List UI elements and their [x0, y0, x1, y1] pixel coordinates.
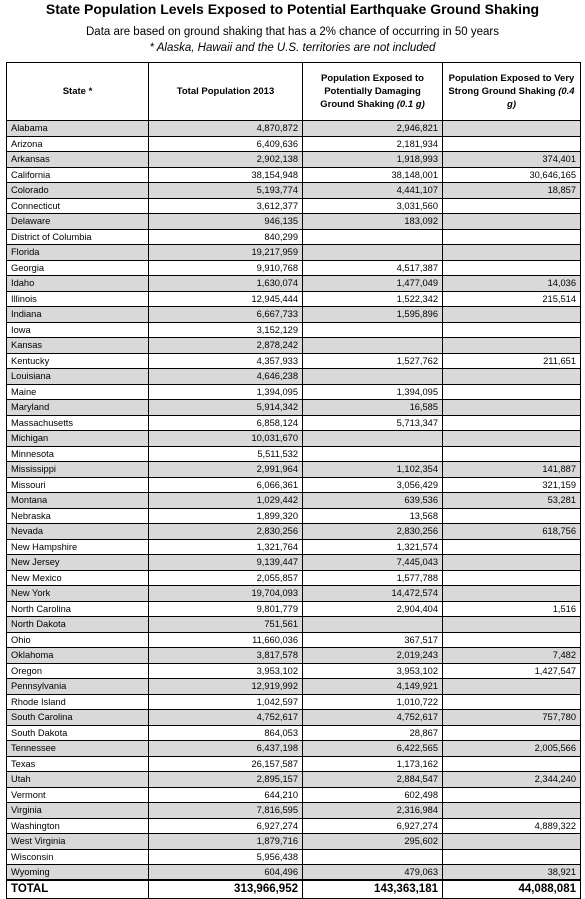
strong-shaking-cell: [443, 369, 581, 385]
total-population-cell: 751,561: [149, 617, 303, 633]
strong-shaking-cell: 4,889,322: [443, 818, 581, 834]
strong-shaking-cell: [443, 849, 581, 865]
table-row: [7, 555, 581, 571]
total-row: [7, 880, 581, 898]
total-population-cell: 19,704,093: [149, 586, 303, 602]
damaging-shaking-cell: 7,445,043: [303, 555, 443, 571]
strong-shaking-cell: [443, 229, 581, 245]
state-cell: Indiana: [7, 307, 149, 323]
table-row: [7, 663, 581, 679]
table-row: [7, 415, 581, 431]
strong-shaking-cell: [443, 384, 581, 400]
total-population-cell: 6,437,198: [149, 741, 303, 757]
total-population-cell: 2,902,138: [149, 152, 303, 168]
damaging-shaking-cell: 2,830,256: [303, 524, 443, 540]
strong-shaking-cell: [443, 586, 581, 602]
strong-shaking-cell: [443, 446, 581, 462]
total-population-cell: 1,899,320: [149, 508, 303, 524]
strong-shaking-cell: [443, 834, 581, 850]
table-row: [7, 648, 581, 664]
state-cell: Wisconsin: [7, 849, 149, 865]
strong-shaking-cell: 215,514: [443, 291, 581, 307]
state-cell: Michigan: [7, 431, 149, 447]
damaging-shaking-cell: 639,536: [303, 493, 443, 509]
table-row: [7, 679, 581, 695]
subtitle: Data are based on ground shaking that has a 2% chance of occurring in 50 years: [86, 26, 499, 38]
damaging-shaking-cell: 183,092: [303, 214, 443, 230]
total-population-cell: 6,667,733: [149, 307, 303, 323]
state-cell: Florida: [7, 245, 149, 261]
total-population-cell: 5,511,532: [149, 446, 303, 462]
total-population-cell: 1,042,597: [149, 694, 303, 710]
strong-shaking-cell: [443, 803, 581, 819]
damaging-shaking-cell: 2,019,243: [303, 648, 443, 664]
strong-shaking-cell: [443, 415, 581, 431]
table-row: [7, 725, 581, 741]
state-cell: South Dakota: [7, 725, 149, 741]
table-row: [7, 462, 581, 478]
strong-shaking-cell: 1,427,547: [443, 663, 581, 679]
table-row: [7, 198, 581, 214]
state-cell: Arkansas: [7, 152, 149, 168]
table-row: [7, 167, 581, 183]
damaging-shaking-cell: [303, 617, 443, 633]
strong-shaking-cell: [443, 121, 581, 137]
damaging-shaking-cell: 1,577,788: [303, 570, 443, 586]
total-population-cell: 1,321,764: [149, 539, 303, 555]
state-cell: Rhode Island: [7, 694, 149, 710]
total-population-cell: 2,830,256: [149, 524, 303, 540]
state-cell: Louisiana: [7, 369, 149, 385]
table-row: [7, 214, 581, 230]
table-row: [7, 741, 581, 757]
damaging-shaking-cell: 6,927,274: [303, 818, 443, 834]
damaging-shaking-cell: 14,472,574: [303, 586, 443, 602]
total-population-cell: 5,914,342: [149, 400, 303, 416]
table-row: [7, 694, 581, 710]
strong-shaking-cell: 2,344,240: [443, 772, 581, 788]
state-cell: Minnesota: [7, 446, 149, 462]
damaging-shaking-cell: 367,517: [303, 632, 443, 648]
table-row: [7, 446, 581, 462]
state-cell: New York: [7, 586, 149, 602]
table-row: [7, 245, 581, 261]
total-population-cell: 4,870,872: [149, 121, 303, 137]
total-population-cell: 2,991,964: [149, 462, 303, 478]
table-row: [7, 865, 581, 881]
damaging-shaking-cell: 1,522,342: [303, 291, 443, 307]
damaging-shaking-cell: 4,752,617: [303, 710, 443, 726]
damaging-shaking-cell: 6,422,565: [303, 741, 443, 757]
total-population-cell: 3,152,129: [149, 322, 303, 338]
table-row: [7, 477, 581, 493]
total-label: TOTAL: [7, 880, 149, 898]
total-population-cell: 3,817,578: [149, 648, 303, 664]
table-body: [7, 121, 581, 881]
state-cell: Illinois: [7, 291, 149, 307]
total-population-cell: 38,154,948: [149, 167, 303, 183]
damaging-shaking-cell: 1,102,354: [303, 462, 443, 478]
strong-shaking-cell: [443, 307, 581, 323]
damaging-shaking-cell: 4,441,107: [303, 183, 443, 199]
strong-shaking-cell: 18,857: [443, 183, 581, 199]
total-population-cell: 10,031,670: [149, 431, 303, 447]
state-cell: Utah: [7, 772, 149, 788]
state-cell: Idaho: [7, 276, 149, 292]
damaging-shaking-cell: [303, 245, 443, 261]
total-population-cell: 644,210: [149, 787, 303, 803]
total-population-cell: 5,193,774: [149, 183, 303, 199]
total-population-cell: 1,630,074: [149, 276, 303, 292]
table-row: [7, 493, 581, 509]
damaging-shaking-cell: 5,713,347: [303, 415, 443, 431]
strong-shaking-cell: [443, 322, 581, 338]
page-title: State Population Levels Exposed to Potential Earthquake Ground Shaking: [45, 1, 540, 17]
table-row: [7, 834, 581, 850]
table-row: [7, 338, 581, 354]
footnote: * Alaska, Hawaii and the U.S. territories are not included: [149, 42, 436, 54]
table-row: [7, 570, 581, 586]
strong-shaking-cell: [443, 570, 581, 586]
state-cell: California: [7, 167, 149, 183]
state-cell: Alabama: [7, 121, 149, 137]
state-cell: Iowa: [7, 322, 149, 338]
total-population-cell: 7,816,595: [149, 803, 303, 819]
state-cell: Nebraska: [7, 508, 149, 524]
state-cell: West Virginia: [7, 834, 149, 850]
state-cell: Missouri: [7, 477, 149, 493]
damaging-shaking-cell: [303, 322, 443, 338]
total-strong: 44,088,081: [443, 880, 581, 898]
damaging-shaking-cell: [303, 849, 443, 865]
table-row: [7, 601, 581, 617]
damaging-shaking-cell: 602,498: [303, 787, 443, 803]
strong-shaking-cell: [443, 198, 581, 214]
state-cell: Maine: [7, 384, 149, 400]
total-population-cell: 840,299: [149, 229, 303, 245]
damaging-shaking-cell: 2,316,984: [303, 803, 443, 819]
state-cell: Wyoming: [7, 865, 149, 881]
damaging-shaking-cell: 2,946,821: [303, 121, 443, 137]
strong-shaking-cell: 757,780: [443, 710, 581, 726]
table-row: [7, 121, 581, 137]
table-row: [7, 508, 581, 524]
strong-shaking-cell: [443, 431, 581, 447]
header-damaging-unit: (0.1 g): [396, 99, 425, 110]
strong-shaking-cell: 14,036: [443, 276, 581, 292]
strong-shaking-cell: 2,005,566: [443, 741, 581, 757]
total-population-cell: 2,895,157: [149, 772, 303, 788]
damaging-shaking-cell: 479,063: [303, 865, 443, 881]
strong-shaking-cell: 1,516: [443, 601, 581, 617]
table-row: [7, 307, 581, 323]
strong-shaking-cell: [443, 725, 581, 741]
population-table: [6, 62, 581, 899]
header-damaging-shaking: [303, 63, 443, 121]
table-row: [7, 322, 581, 338]
table-row: [7, 710, 581, 726]
total-population-cell: 26,157,587: [149, 756, 303, 772]
damaging-shaking-cell: 13,568: [303, 508, 443, 524]
total-population-cell: 12,945,444: [149, 291, 303, 307]
total-population-cell: 5,956,438: [149, 849, 303, 865]
strong-shaking-cell: [443, 787, 581, 803]
strong-shaking-cell: [443, 756, 581, 772]
strong-shaking-cell: 211,651: [443, 353, 581, 369]
total-population-cell: 946,135: [149, 214, 303, 230]
table-row: [7, 787, 581, 803]
strong-shaking-cell: [443, 214, 581, 230]
damaging-shaking-cell: 1,595,896: [303, 307, 443, 323]
header-state: State *: [7, 63, 149, 121]
strong-shaking-cell: [443, 555, 581, 571]
strong-shaking-cell: 38,921: [443, 865, 581, 881]
damaging-shaking-cell: 1,010,722: [303, 694, 443, 710]
total-population: 313,966,952: [149, 880, 303, 898]
table-row: [7, 849, 581, 865]
strong-shaking-cell: 374,401: [443, 152, 581, 168]
state-cell: Maryland: [7, 400, 149, 416]
state-cell: Texas: [7, 756, 149, 772]
state-cell: Kentucky: [7, 353, 149, 369]
state-cell: Colorado: [7, 183, 149, 199]
damaging-shaking-cell: [303, 431, 443, 447]
state-cell: Delaware: [7, 214, 149, 230]
strong-shaking-cell: [443, 245, 581, 261]
state-cell: Kansas: [7, 338, 149, 354]
strong-shaking-cell: [443, 136, 581, 152]
state-cell: Massachusetts: [7, 415, 149, 431]
state-cell: Nevada: [7, 524, 149, 540]
total-population-cell: 6,066,361: [149, 477, 303, 493]
strong-shaking-cell: [443, 694, 581, 710]
table-row: [7, 756, 581, 772]
state-cell: South Carolina: [7, 710, 149, 726]
state-cell: New Mexico: [7, 570, 149, 586]
table-row: [7, 136, 581, 152]
total-population-cell: 1,879,716: [149, 834, 303, 850]
table-row: [7, 617, 581, 633]
table-row: [7, 632, 581, 648]
header-strong-label: Population Exposed to Very Strong Ground Shaking: [448, 73, 575, 97]
total-population-cell: 6,927,274: [149, 818, 303, 834]
total-population-cell: 4,646,238: [149, 369, 303, 385]
state-cell: Pennsylvania: [7, 679, 149, 695]
strong-shaking-cell: 7,482: [443, 648, 581, 664]
damaging-shaking-cell: 4,149,921: [303, 679, 443, 695]
state-cell: Ohio: [7, 632, 149, 648]
table-row: [7, 291, 581, 307]
strong-shaking-cell: [443, 617, 581, 633]
state-cell: District of Columbia: [7, 229, 149, 245]
state-cell: Vermont: [7, 787, 149, 803]
strong-shaking-cell: [443, 679, 581, 695]
table-row: [7, 229, 581, 245]
strong-shaking-cell: [443, 539, 581, 555]
total-population-cell: 3,612,377: [149, 198, 303, 214]
damaging-shaking-cell: 28,867: [303, 725, 443, 741]
total-population-cell: 4,357,933: [149, 353, 303, 369]
table-row: [7, 384, 581, 400]
table-row: [7, 818, 581, 834]
state-cell: Tennessee: [7, 741, 149, 757]
damaging-shaking-cell: 2,884,547: [303, 772, 443, 788]
state-cell: North Dakota: [7, 617, 149, 633]
table-row: [7, 152, 581, 168]
header-strong-shaking: [443, 63, 581, 121]
damaging-shaking-cell: [303, 446, 443, 462]
state-cell: Connecticut: [7, 198, 149, 214]
state-cell: Oregon: [7, 663, 149, 679]
strong-shaking-cell: [443, 632, 581, 648]
header-strong-unit: (0.4 g): [507, 86, 575, 110]
total-population-cell: 6,858,124: [149, 415, 303, 431]
total-population-cell: 3,953,102: [149, 663, 303, 679]
total-population-cell: 19,217,959: [149, 245, 303, 261]
total-population-cell: 864,053: [149, 725, 303, 741]
total-population-cell: 2,878,242: [149, 338, 303, 354]
damaging-shaking-cell: 1,918,993: [303, 152, 443, 168]
strong-shaking-cell: 618,756: [443, 524, 581, 540]
damaging-shaking-cell: 1,477,049: [303, 276, 443, 292]
state-cell: Washington: [7, 818, 149, 834]
state-cell: New Hampshire: [7, 539, 149, 555]
damaging-shaking-cell: 16,585: [303, 400, 443, 416]
state-cell: Arizona: [7, 136, 149, 152]
total-population-cell: 9,801,779: [149, 601, 303, 617]
damaging-shaking-cell: 3,953,102: [303, 663, 443, 679]
total-population-cell: 12,919,992: [149, 679, 303, 695]
strong-shaking-cell: [443, 260, 581, 276]
total-population-cell: 9,139,447: [149, 555, 303, 571]
table-row: [7, 772, 581, 788]
strong-shaking-cell: [443, 400, 581, 416]
damaging-shaking-cell: 2,904,404: [303, 601, 443, 617]
table-row: [7, 803, 581, 819]
damaging-shaking-cell: 38,148,001: [303, 167, 443, 183]
table-row: [7, 369, 581, 385]
total-population-cell: 11,660,036: [149, 632, 303, 648]
total-population-cell: 604,496: [149, 865, 303, 881]
damaging-shaking-cell: 3,056,429: [303, 477, 443, 493]
total-population-cell: 9,910,768: [149, 260, 303, 276]
total-population-cell: 1,029,442: [149, 493, 303, 509]
total-damaging: 143,363,181: [303, 880, 443, 898]
table-row: [7, 183, 581, 199]
state-cell: Oklahoma: [7, 648, 149, 664]
table-row: [7, 431, 581, 447]
table-header-row: [7, 63, 581, 121]
damaging-shaking-cell: 3,031,560: [303, 198, 443, 214]
damaging-shaking-cell: 1,321,574: [303, 539, 443, 555]
table-row: [7, 400, 581, 416]
damaging-shaking-cell: 295,602: [303, 834, 443, 850]
strong-shaking-cell: 321,159: [443, 477, 581, 493]
total-population-cell: 4,752,617: [149, 710, 303, 726]
table-row: [7, 276, 581, 292]
table-row: [7, 524, 581, 540]
state-cell: Mississippi: [7, 462, 149, 478]
strong-shaking-cell: [443, 338, 581, 354]
total-population-cell: 6,409,636: [149, 136, 303, 152]
table-row: [7, 353, 581, 369]
table-row: [7, 539, 581, 555]
strong-shaking-cell: [443, 508, 581, 524]
table-row: [7, 260, 581, 276]
state-cell: Virginia: [7, 803, 149, 819]
state-cell: Montana: [7, 493, 149, 509]
strong-shaking-cell: 53,281: [443, 493, 581, 509]
damaging-shaking-cell: [303, 229, 443, 245]
state-cell: Georgia: [7, 260, 149, 276]
damaging-shaking-cell: 4,517,387: [303, 260, 443, 276]
header-total-population: Total Population 2013: [149, 63, 303, 121]
damaging-shaking-cell: [303, 338, 443, 354]
damaging-shaking-cell: 1,173,162: [303, 756, 443, 772]
state-cell: New Jersey: [7, 555, 149, 571]
damaging-shaking-cell: 1,394,095: [303, 384, 443, 400]
strong-shaking-cell: 30,646,165: [443, 167, 581, 183]
header-damaging-label: Population Exposed to Potentially Damaging Ground Shaking: [320, 73, 424, 110]
total-population-cell: 1,394,095: [149, 384, 303, 400]
table-row: [7, 586, 581, 602]
damaging-shaking-cell: [303, 369, 443, 385]
damaging-shaking-cell: 1,527,762: [303, 353, 443, 369]
strong-shaking-cell: 141,887: [443, 462, 581, 478]
state-cell: North Carolina: [7, 601, 149, 617]
damaging-shaking-cell: 2,181,934: [303, 136, 443, 152]
total-population-cell: 2,055,857: [149, 570, 303, 586]
